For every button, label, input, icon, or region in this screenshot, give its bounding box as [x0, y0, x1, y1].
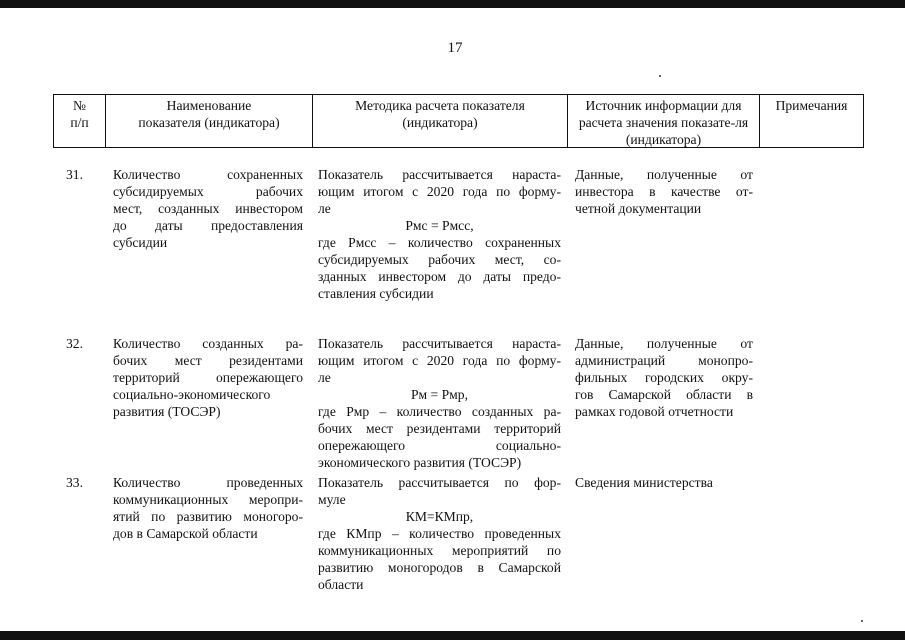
text-line: Данные, полученные от	[575, 336, 753, 351]
header-number	[53, 94, 105, 148]
text-line: социально-экономического	[113, 387, 271, 402]
text-line: Показатель рассчитывается нараста-	[318, 336, 561, 351]
header-indicator-name-text: Наименование показателя (индикатора)	[138, 98, 280, 130]
text-line: субсидии	[113, 235, 168, 250]
text-line: до даты предоставления	[113, 218, 303, 233]
header-indicator-name	[105, 94, 312, 148]
scan-speck	[659, 75, 661, 77]
row-33-method	[318, 474, 561, 593]
text-line: территорий опережающего	[113, 370, 303, 385]
page-number: 17	[447, 40, 463, 56]
text-line: Количество созданных ра-	[113, 336, 303, 351]
text-line: Данные, полученные от	[575, 167, 753, 182]
row-33-source	[575, 474, 753, 491]
formula: КМ=КМпр,	[405, 509, 474, 524]
page-top-border	[0, 0, 905, 8]
text-line: четной документации	[575, 201, 702, 216]
row-33-indicator-name	[113, 474, 303, 542]
formula: Рм = Рмр,	[411, 387, 468, 402]
row-32-source	[575, 335, 753, 420]
text-line: развитию моногородов в Самарской	[318, 560, 561, 575]
header-notes	[759, 94, 864, 148]
header-notes-text: Примечания	[775, 98, 848, 113]
text-line: субсидируемых рабочих мест, со-	[318, 252, 561, 267]
text-line: муле	[318, 492, 346, 507]
row-31-source	[575, 166, 753, 217]
text-line: где КМпр – количество проведенных	[318, 526, 561, 541]
text-line: ющим итогом с 2020 года по форму-	[318, 353, 561, 368]
text-line: ле	[318, 370, 331, 385]
text-line: Показатель рассчитывается по фор-	[318, 475, 561, 490]
text-line: Показатель рассчитывается нараста-	[318, 167, 561, 182]
row-32-method	[318, 335, 561, 471]
header-calculation-method-text: Методика расчета показателя (индикатора)	[355, 98, 525, 130]
row-31-method	[318, 166, 561, 302]
text-line: гов Самарской области в	[575, 387, 753, 402]
text-line: области	[318, 577, 364, 592]
text-line: дов в Самарской области	[113, 526, 258, 541]
text-line: где Рмр – количество созданных ра-	[318, 404, 561, 419]
text-line: мест, созданных инвестором	[113, 201, 303, 216]
text-line: фильных городских окру-	[575, 370, 753, 385]
text-line: ставления субсидии	[318, 286, 434, 301]
row-33-number: 33.	[66, 475, 83, 490]
text-line: коммуникационных мероприятий по	[318, 543, 561, 558]
text-line: зданных инвестором до даты предо-	[318, 269, 561, 284]
text-line: где Рмсс – количество сохраненных	[318, 235, 561, 250]
text-line: ле	[318, 201, 331, 216]
text-line: рамках годовой отчетности	[575, 404, 734, 419]
row-32-number: 32.	[66, 336, 83, 351]
text-line: экономического развития (ТОСЭР)	[318, 455, 522, 470]
text-line: субсидируемых рабочих	[113, 184, 303, 199]
row-31-indicator-name	[113, 166, 303, 251]
header-calculation-method	[312, 94, 567, 148]
row-31-number: 31.	[66, 167, 83, 182]
text-line: Количество проведенных	[113, 475, 303, 490]
text-line: Количество сохраненных	[113, 167, 303, 182]
text-line: бочих мест резидентами территорий	[318, 421, 561, 436]
scan-speck	[861, 620, 863, 622]
text-line: ятий по развитию моногоро-	[113, 509, 303, 524]
text-line: развития (ТОСЭР)	[113, 404, 221, 419]
text-line: ющим итогом с 2020 года по форму-	[318, 184, 561, 199]
row-32-indicator-name	[113, 335, 303, 420]
header-information-source	[567, 94, 759, 148]
page-bottom-border	[0, 631, 905, 640]
text-line: опережающего социально-	[318, 438, 561, 453]
header-information-source-text: Источник информации для расчета значения показате-ля (индикатора)	[578, 98, 749, 147]
text-line: Сведения министерства	[575, 475, 713, 490]
text-line: инвестора в качестве от-	[575, 184, 753, 199]
text-line: бочих мест резидентами	[113, 353, 303, 368]
header-number-text: № п/п	[70, 98, 89, 130]
text-line: администраций монопро-	[575, 353, 753, 368]
formula: Рмс = Рмсс,	[405, 218, 474, 233]
text-line: коммуникационных меропри-	[113, 492, 303, 507]
